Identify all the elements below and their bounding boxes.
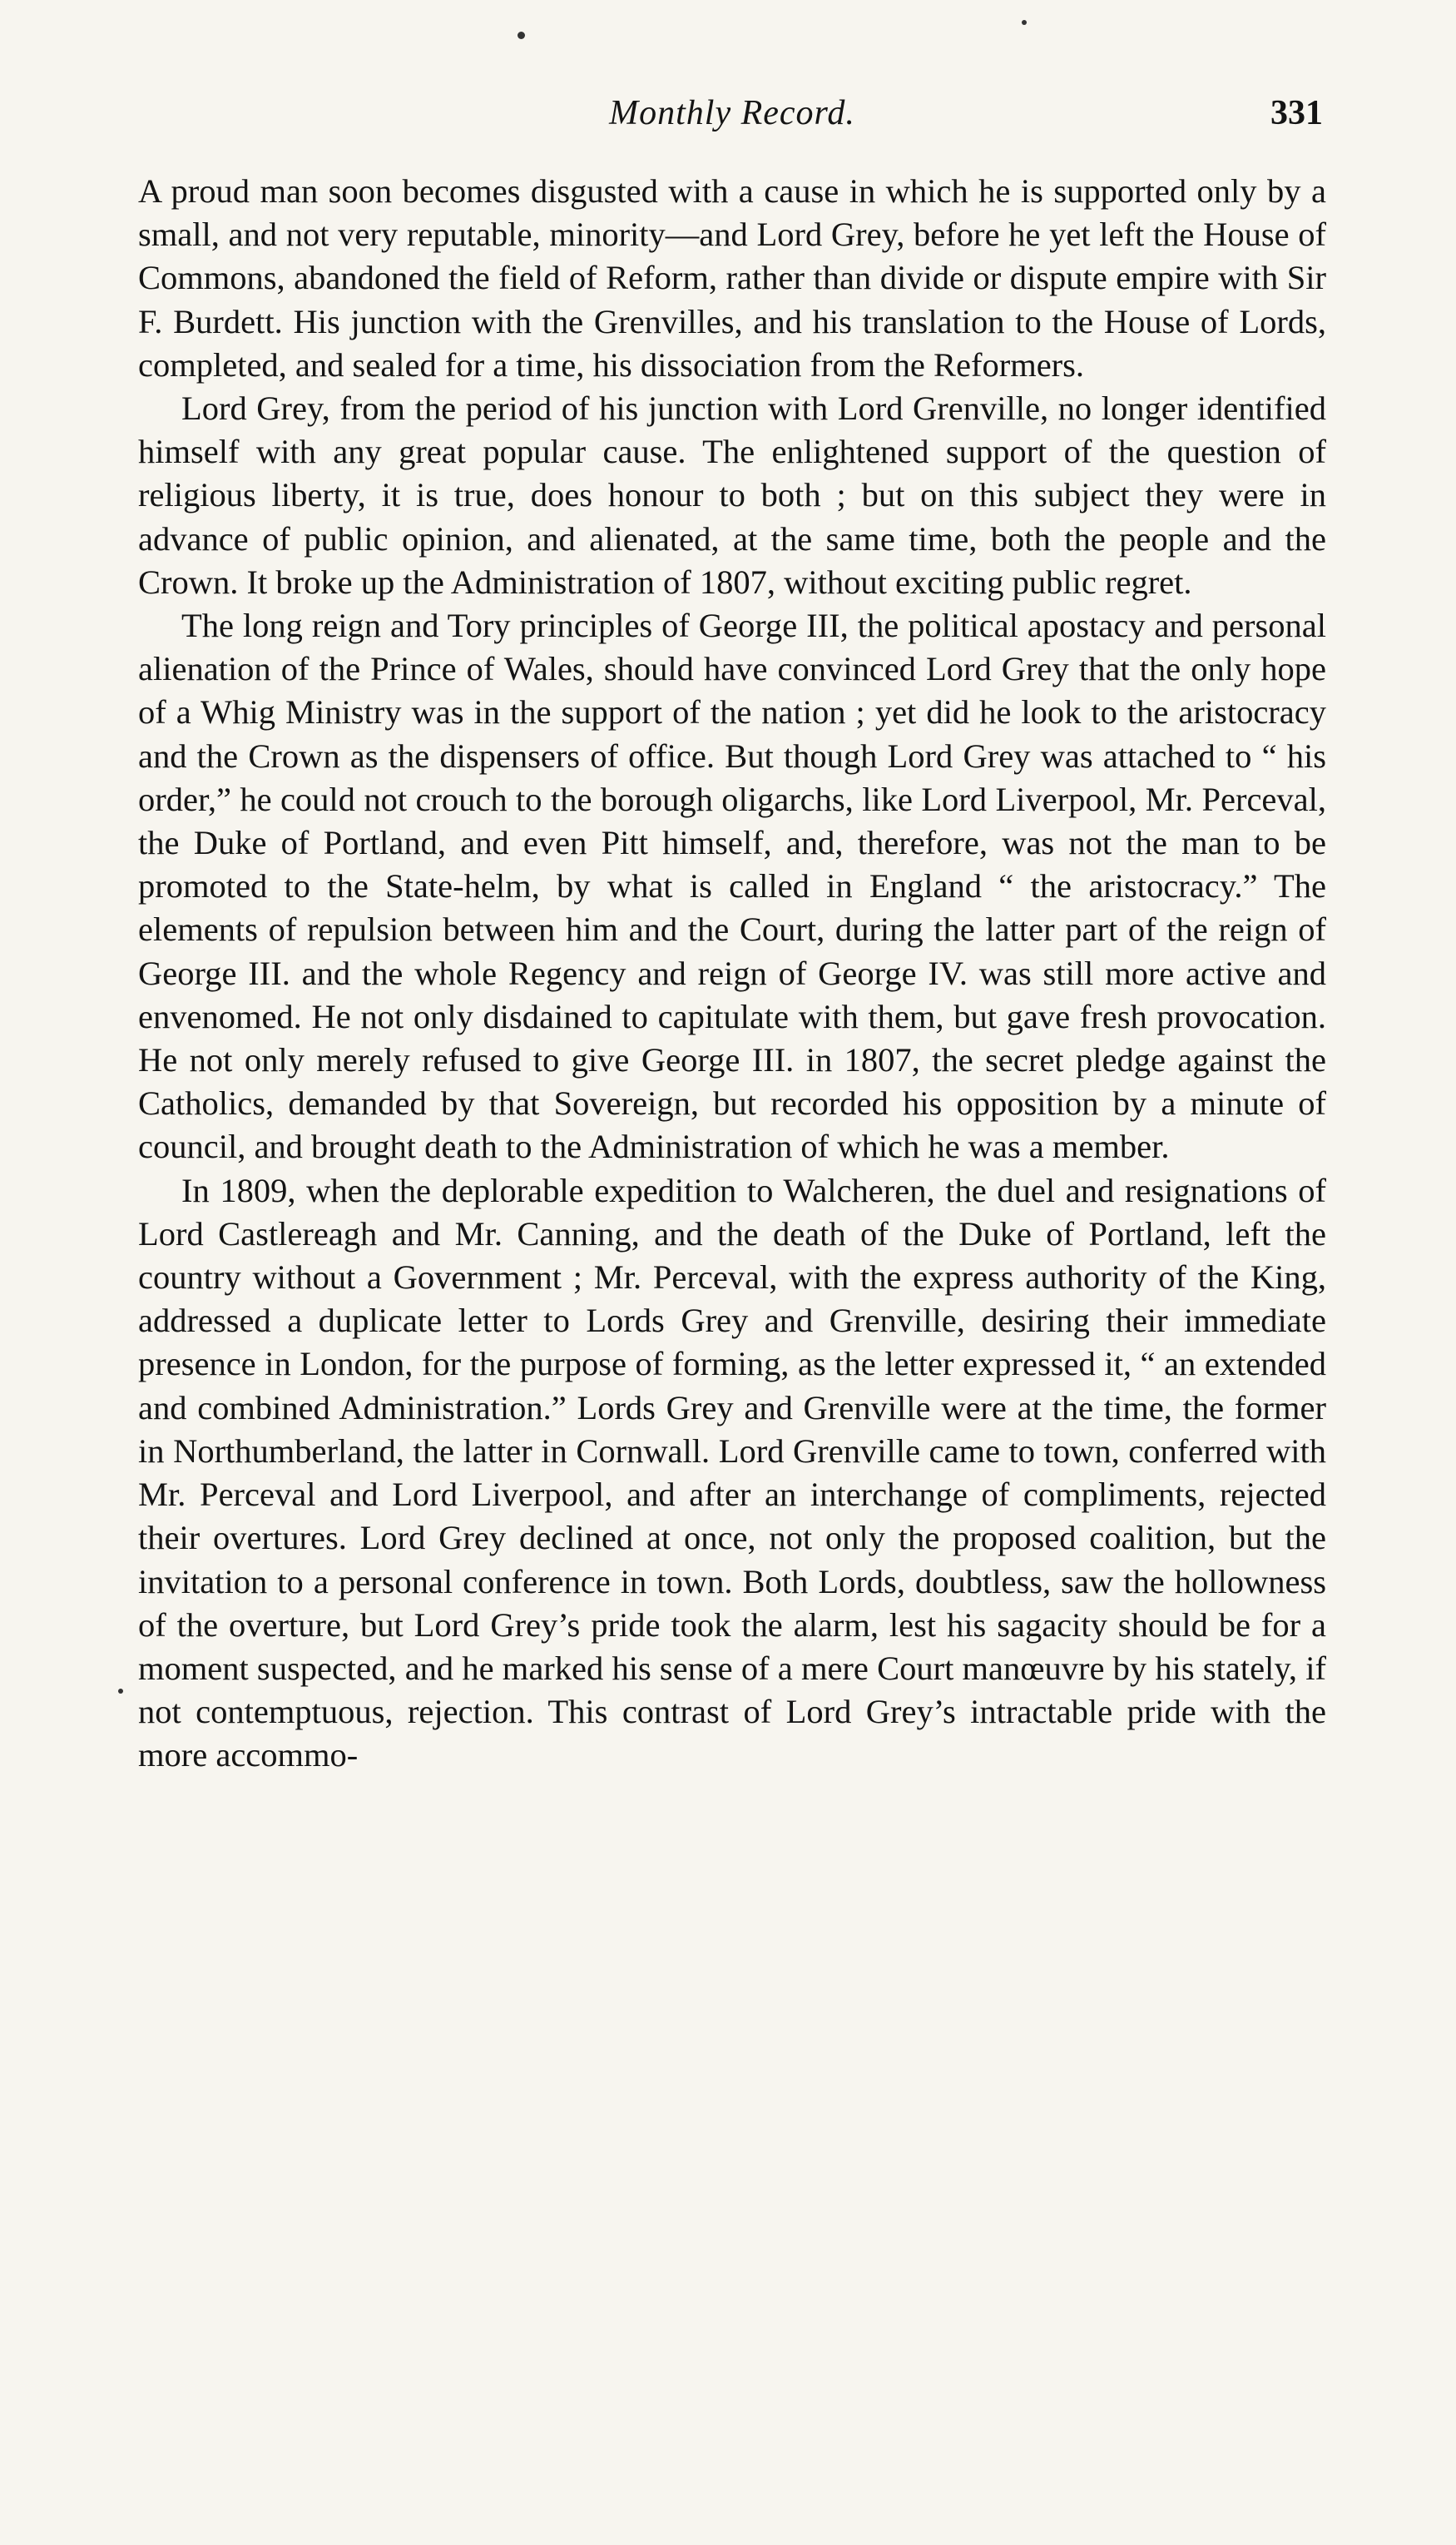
paragraph: A proud man soon becomes disgusted with a cause in which he is supported only by a small, and not very reputable, minority—and Lord Grey, before he yet left the House of Commons, abandoned the field of Reform, rather than divide or dispute empire with Sir F. Burdett. His junction with the Grenvilles, and his translation to the House of Lords, completed, and sealed for a time, his dissociation from the Reformers.	[138, 172, 1326, 384]
page-header	[141, 93, 1323, 143]
body-text	[138, 170, 1326, 1778]
running-title: Monthly Record.	[609, 94, 855, 132]
ink-speck	[118, 1689, 123, 1694]
page-number: 331	[1270, 94, 1323, 132]
ink-speck	[1022, 20, 1027, 25]
paragraph: Lord Grey, from the period of his junction with Lord Grenville, no longer identified himself with any great popular cause. The enlightened support of the question of religious liberty, it is true, does honour to both ; but on this subject they were in advance of public opinion, and alienated, at the same time, both the people and the Crown. It broke up the Administration of 1807, without exciting public regret.	[138, 389, 1326, 601]
ink-speck	[518, 32, 525, 39]
paragraph: In 1809, when the deplorable expedition to Walcheren, the duel and resignations of Lord Castlereagh and Mr. Canning, and the death of the Duke of Portland, left the country without a Government ; Mr. Perceval, with the express authority of the King, addressed a duplicate letter to Lords Grey and Grenville, desiring their immediate presence in London, for the purpose of forming, as the letter expressed it, “ an extended and combined Administration.” Lords Grey and Grenville were at the time, the former in Northumberland, the latter in Cornwall. Lord Grenville came to town, conferred with Mr. Perceval and Lord Liverpool, and after an interchange of compliments, rejected their overtures. Lord Grey declined at once, not only the proposed coalition, but the invitation to a personal conference in town. Both Lords, doubtless, saw the hollowness of the overture, but Lord Grey’s pride took the alarm, lest his sagacity should be for a moment suspected, and he marked his sense of a mere Court manœuvre by his stately, if not contemptuous, rejection. This contrast of Lord Grey’s intractable pride with the more accommo-	[138, 1171, 1326, 1774]
paragraph: The long reign and Tory principles of George III, the political apostacy and personal alienation of the Prince of Wales, should have convinced Lord Grey that the only hope of a Whig Ministry was in the support of the nation ; yet did he look to the aristocracy and the Crown as the dispensers of office. But though Lord Grey was attached to “ his order,” he could not crouch to the borough oligarchs, like Lord Liverpool, Mr. Perceval, the Duke of Portland, and even Pitt himself, and, therefore, was not the man to be promoted to the State-helm, by what is called in England “ the aristocracy.” The elements of repulsion between him and the Court, during the latter part of the reign of George III. and the whole Regency and reign of George IV. was still more active and envenomed. He not only disdained to capitulate with them, but gave fresh provocation. He not only merely refused to give George III. in 1807, the secret pledge against the Catholics, demanded by that Sovereign, but recorded his opposition by a minute of council, and brought death to the Administration of which he was a member.	[138, 607, 1326, 1166]
